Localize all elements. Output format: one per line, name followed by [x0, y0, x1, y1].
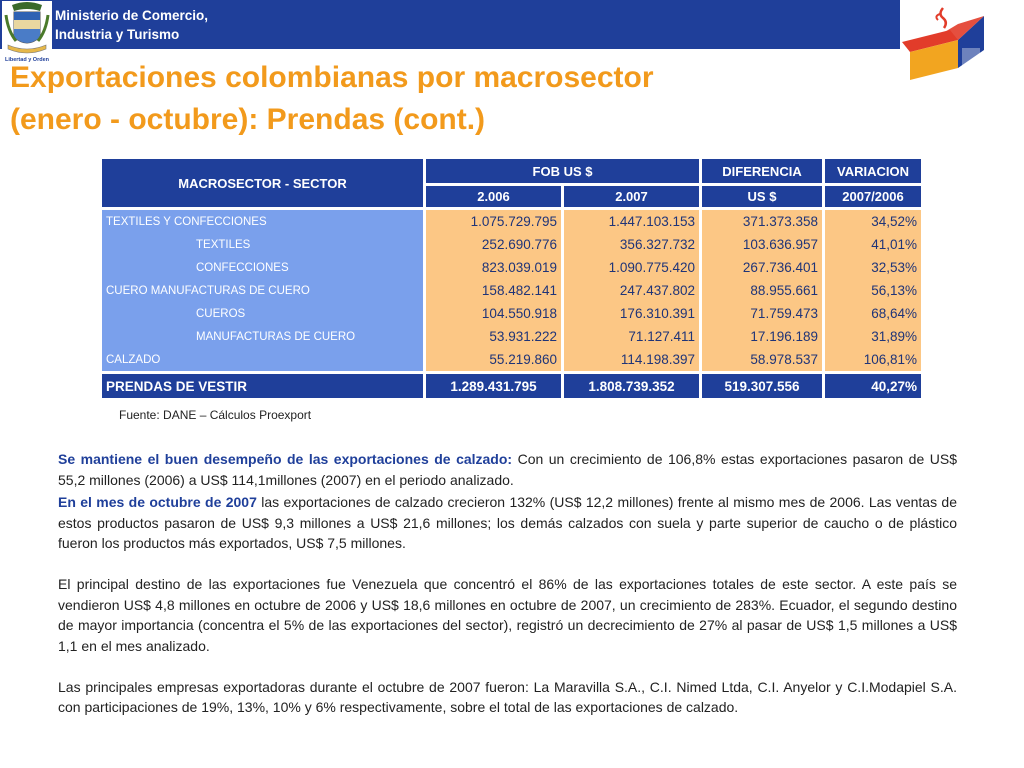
total-row — [102, 371, 921, 398]
cell-2006: 55.219.860 — [426, 348, 564, 371]
cell-2006: 104.550.918 — [426, 302, 564, 325]
table-row — [102, 256, 921, 279]
cell-2007: 114.198.397 — [564, 348, 702, 371]
header-fob: FOB US $ — [426, 159, 702, 186]
table-row — [102, 233, 921, 256]
header-year-2007: 2.007 — [564, 186, 702, 210]
row-label: TEXTILES — [102, 233, 426, 256]
paragraph-lead: Se mantiene el buen desempeño de las exportaciones de calzado: — [58, 451, 513, 467]
source-note: Fuente: DANE – Cálculos Proexport — [119, 408, 312, 422]
cell-2007: 356.327.732 — [564, 233, 702, 256]
paragraph-destinos: El principal destino de las exportaciones fue Venezuela que concentró el 86% de las exportaciones totales de este sector. A este país se vendieron US$ 4,8 millones en octubre de 2006 y US$ 18,6 millones en octubre de 2007, un crecimiento de 283%. Ecuador, el segundo destino de mayor importancia (concentra el 5% de las exportaciones del sector), registró un decrecimiento de 27% al pasar de US$ 1,5 millones a US$ 1,1 en el mes analizado. — [58, 576, 957, 654]
ministry-name — [55, 6, 208, 44]
cell-diferencia: 371.373.358 — [702, 210, 825, 233]
paragraph-empresas: Las principales empresas exportadoras durante el octubre de 2007 fueron: La Maravilla S.A., C.I. Nimed Ltda, C.I. Anyelor y C.I.Modapiel S.A. con participaciones de 19%, 13%, 10% y 6% respectivamente, sobre el total de las exportaciones de calzado. — [58, 678, 957, 715]
total-label: PRENDAS DE VESTIR — [102, 371, 426, 398]
header-variacion: VARIACION — [825, 159, 921, 186]
header-year-2006: 2.006 — [426, 186, 564, 210]
title-line-1: Exportaciones colombianas por macrosector — [10, 61, 654, 94]
cell-variacion: 56,13% — [825, 279, 921, 302]
header-usd: US $ — [702, 186, 825, 210]
paragraph-calzado — [58, 449, 957, 490]
table-row — [102, 325, 921, 348]
header-period: 2007/2006 — [825, 186, 921, 210]
cell-variacion: 41,01% — [825, 233, 921, 256]
cell-diferencia: 103.636.957 — [702, 233, 825, 256]
row-label: CONFECCIONES — [102, 256, 426, 279]
row-label: CUERO MANUFACTURAS DE CUERO — [102, 279, 426, 302]
page-title — [10, 57, 654, 141]
cell-2007: 247.437.802 — [564, 279, 702, 302]
cell-variacion: 34,52% — [825, 210, 921, 233]
table-row — [102, 210, 921, 233]
table-row — [102, 279, 921, 302]
cell-2007: 176.310.391 — [564, 302, 702, 325]
title-line-2: (enero - octubre): Prendas (cont.) — [10, 103, 486, 136]
cell-diferencia: 88.955.661 — [702, 279, 825, 302]
table-row — [102, 348, 921, 371]
cell-2007: 1.447.103.153 — [564, 210, 702, 233]
analysis-text — [58, 449, 957, 738]
cell-variacion: 68,64% — [825, 302, 921, 325]
cell-variacion: 106,81% — [825, 348, 921, 371]
ministry-line-1: Ministerio de Comercio, — [55, 8, 209, 23]
cell-diferencia: 71.759.473 — [702, 302, 825, 325]
paragraph-body: las exportaciones de calzado crecieron 132% (US$ 12,2 millones) frente al mismo mes de 2006. Las ventas de estos productos pasaron de US$ 9,3 millones a US$ 21,6 millones; los demás calzados con suela y parte superior de caucho o de plástico fueron los productos más exportados, US$ 7,5 millones. — [58, 494, 957, 551]
header-diferencia: DIFERENCIA — [702, 159, 825, 186]
total-2007: 1.808.739.352 — [564, 371, 702, 398]
paragraph-octubre — [58, 492, 957, 554]
cell-diferencia: 267.736.401 — [702, 256, 825, 279]
cell-2006: 823.039.019 — [426, 256, 564, 279]
cell-2006: 1.075.729.795 — [426, 210, 564, 233]
table-row — [102, 302, 921, 325]
cell-variacion: 31,89% — [825, 325, 921, 348]
row-label: CALZADO — [102, 348, 426, 371]
header-sector: MACROSECTOR - SECTOR — [102, 159, 426, 210]
total-diferencia: 519.307.556 — [702, 371, 825, 398]
row-label: CUEROS — [102, 302, 426, 325]
paragraph-body: Con un crecimiento de 106,8% estas exportaciones pasaron de US$ 55,2 millones (2006) a US$ 114,1millones (2007) en el periodo analizado. — [58, 451, 957, 488]
paragraph-lead: En el mes de octubre de 2007 — [58, 494, 257, 510]
cell-2007: 71.127.411 — [564, 325, 702, 348]
total-2006: 1.289.431.795 — [426, 371, 564, 398]
cell-diferencia: 58.978.537 — [702, 348, 825, 371]
cell-variacion: 32,53% — [825, 256, 921, 279]
seal-motto-text: Libertad y Orden — [4, 57, 50, 63]
ministry-line-2: Industria y Turismo — [55, 27, 180, 42]
row-label: TEXTILES Y CONFECCIONES — [102, 210, 426, 233]
cell-2006: 53.931.222 — [426, 325, 564, 348]
cell-diferencia: 17.196.189 — [702, 325, 825, 348]
cell-2007: 1.090.775.420 — [564, 256, 702, 279]
ministry-cube-logo — [898, 0, 1024, 80]
cell-2006: 252.690.776 — [426, 233, 564, 256]
coat-of-arms-logo — [2, 1, 52, 63]
row-label: MANUFACTURAS DE CUERO — [102, 325, 426, 348]
cell-2006: 158.482.141 — [426, 279, 564, 302]
exports-table — [102, 159, 921, 398]
total-variacion: 40,27% — [825, 371, 921, 398]
